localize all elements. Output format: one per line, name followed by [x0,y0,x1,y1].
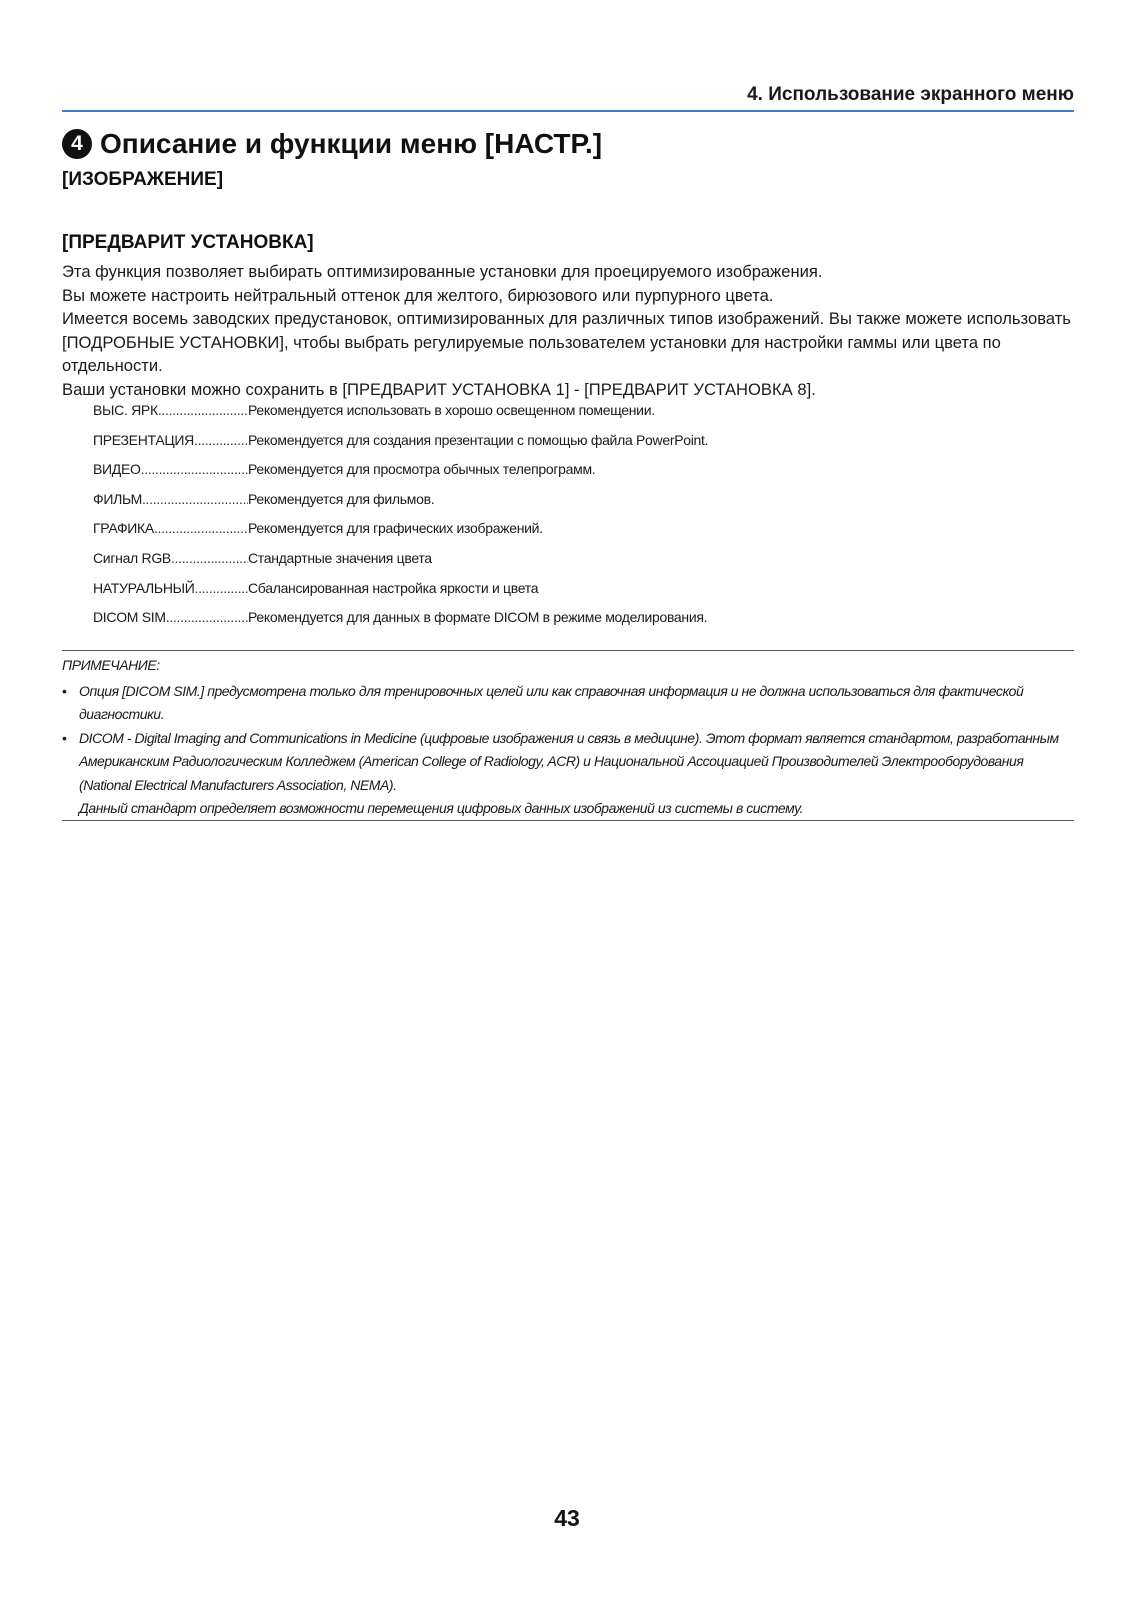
note-item [62,727,1074,798]
preset-description: Рекомендуется для фильмов. [248,490,435,507]
preset-row [93,491,993,521]
description-paragraph: Вы можете настроить нейтральный оттенок для желтого, бирюзового или пурпурного цвета. [62,285,774,305]
preset-description: Рекомендуется для графических изображений. [248,520,543,537]
preset-name: ФИЛЬМ [93,490,142,507]
preset-name: Сигнал RGB [93,549,171,566]
note-box [62,654,1074,821]
preset-name: ВЫС. ЯРК [93,402,158,418]
note-item [62,680,1074,727]
description-paragraph: Имеется восемь заводских предустановок, оптимизированных для различных типов изображений. Вы также можете использовать [ПОДРОБНЫЕ УСТАНОВКИ], чтобы выбрать регулируемые пользователем установки для настройки гаммы или цвета по отдельности. [62,309,1071,375]
preset-name: ВИДЕО [93,461,141,478]
leader-dots [141,461,248,477]
page-number: 43 [554,1505,580,1531]
feature-description [62,260,1077,401]
feature-heading: [ПРЕДВАРИТ УСТАНОВКА] [62,232,314,253]
note-item-text: Опция [DICOM SIM.] предусмотрена только для тренировочных целей или как справочная информация и не должна использоваться для фактической диагностики. [79,682,1024,722]
note-heading: ПРИМЕЧАНИЕ: [62,657,160,673]
running-header-title: 4. Использование экранного меню [747,84,1074,105]
preset-row [93,461,993,491]
preset-description: Рекомендуется использовать в хорошо освещенном помещении. [248,402,655,418]
preset-description: Рекомендуется для создания презентации с помощью файла PowerPoint. [248,431,709,448]
bullet-glyph: • [62,682,67,699]
subsection-heading: [ИЗОБРАЖЕНИЕ] [62,169,224,190]
bullet-glyph: • [62,729,67,746]
leader-dots [142,491,248,507]
preset-description: Рекомендуется для данных в формате DICOM в режиме моделирования. [248,609,708,626]
section-number-badge: 4 [62,129,92,159]
leader-dots [171,550,248,566]
leader-dots [154,520,248,536]
note-bottom-rule [62,820,1074,821]
preset-row [93,580,993,610]
preset-row [93,609,993,639]
note-continuation: Данный стандарт определяет возможности перемещения цифровых данных изображений из системы в систему. [79,800,804,816]
leader-dots [194,432,248,448]
preset-name: DICOM SIM. [93,609,170,626]
header-rule [62,110,1074,112]
note-item-text: DICOM - Digital Imaging and Communications in Medicine (цифровые изображения и связь в медицине). Этот формат является стандартом, разработанным Американским Радиологическим Колледжем (American College of Radiology, ACR) и Национальной Ассоциацией Производителей Электрооборудования (National Electrical Manufacturers Association, NEMA). [79,729,1059,793]
leader-dots [195,580,249,596]
preset-description: Рекомендуется для просмотра обычных телепрограмм. [248,461,596,478]
preset-row [93,432,993,462]
description-paragraph: Ваши установки можно сохранить в [ПРЕДВАРИТ УСТАНОВКА 1] - [ПРЕДВАРИТ УСТАНОВКА 8]. [62,379,816,399]
preset-description: Сбалансированная настройка яркости и цвета [248,579,539,596]
preset-row [93,520,993,550]
preset-list [93,402,993,639]
preset-description: Стандартные значения цвета [248,549,432,566]
preset-name: ПРЕЗЕНТАЦИЯ [93,431,194,448]
leader-dots [169,609,248,625]
description-paragraph: Эта функция позволяет выбирать оптимизированные установки для проецируемого изображения. [62,262,823,281]
preset-row [93,402,993,432]
note-top-rule [62,650,1074,651]
section-title-text: Описание и функции меню [НАСТР.] [100,128,603,159]
section-title [62,128,602,160]
preset-name: НАТУРАЛЬНЫЙ [93,579,195,596]
preset-row [93,550,993,580]
preset-name: ГРАФИКА [93,520,154,537]
leader-dots [158,402,248,418]
